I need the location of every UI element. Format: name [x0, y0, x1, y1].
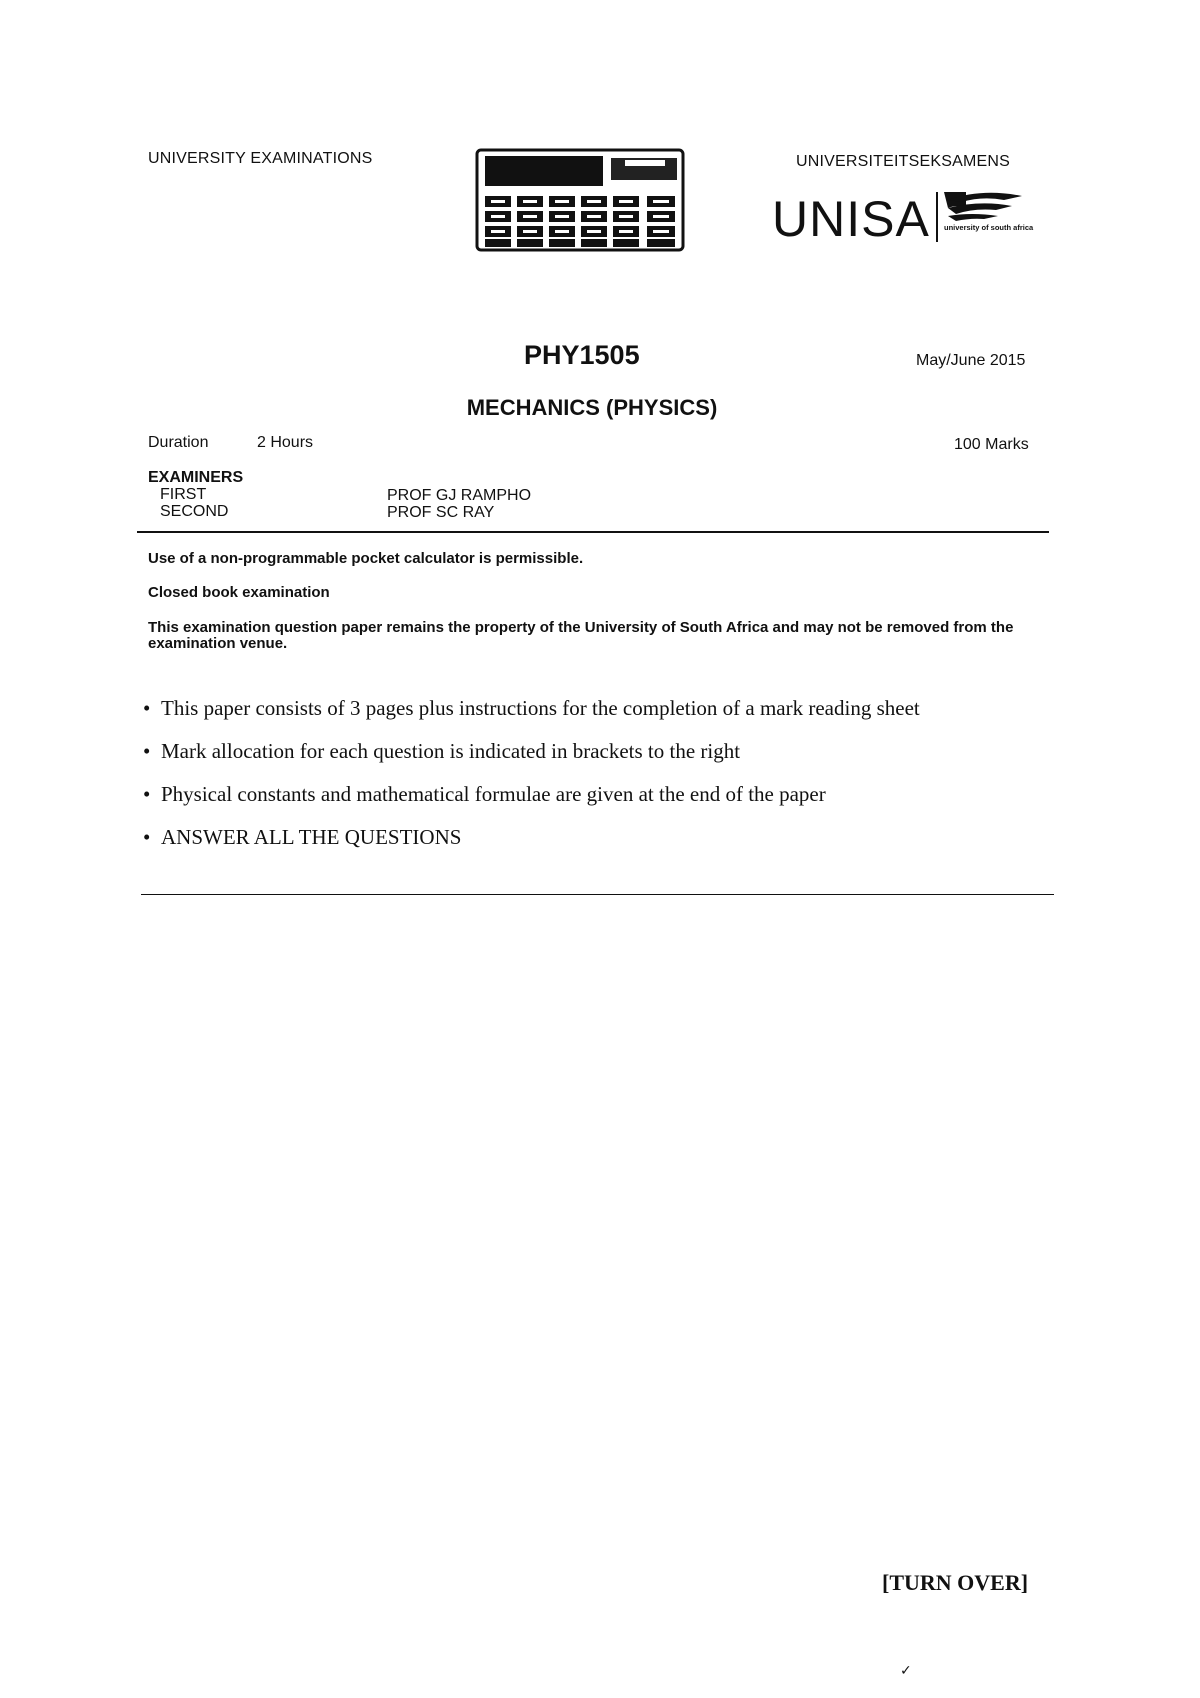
examiner-name-first: PROF GJ RAMPHO	[387, 487, 532, 504]
list-item	[143, 825, 920, 868]
examiner-role-first: FIRST	[160, 486, 207, 503]
tick-mark-icon: ✓	[900, 1662, 912, 1678]
examiner-name-second: PROF SC RAY	[387, 504, 495, 521]
property-note: This examination question paper remains the property of the University of South Africa and may not be removed from the examination venue.	[148, 619, 1014, 652]
header-divider	[137, 531, 1049, 533]
closed-book-note: Closed book examination	[148, 584, 330, 601]
header-universiteitseksamens: UNIVERSITEITSEKSAMENS	[796, 153, 1011, 170]
instruction-text: This paper consists of 3 pages plus instructions for the completion of a mark reading sheet	[161, 696, 920, 720]
bullet-icon: •	[143, 825, 151, 849]
instructions-divider	[141, 894, 1054, 895]
calculator-icon	[475, 148, 685, 252]
turn-over-label: [TURN OVER]	[882, 1570, 1029, 1595]
bullet-icon: •	[143, 696, 151, 720]
unisa-logo	[772, 186, 1034, 248]
unisa-wordmark: UNISA	[772, 191, 930, 247]
calculator-note: Use of a non-programmable pocket calculator is permissible.	[148, 550, 584, 567]
exam-date: May/June 2015	[916, 352, 1026, 369]
total-marks: 100 Marks	[954, 436, 1029, 453]
exam-title: MECHANICS (PHYSICS)	[466, 395, 718, 420]
examiners-heading: EXAMINERS	[148, 469, 244, 486]
list-item	[143, 739, 920, 782]
instruction-text: Physical constants and mathematical formulae are given at the end of the paper	[161, 782, 826, 806]
duration-label: Duration	[148, 434, 209, 451]
instruction-text: ANSWER ALL THE QUESTIONS	[161, 825, 462, 849]
duration-value: 2 Hours	[257, 434, 314, 451]
course-code: PHY1505	[524, 340, 640, 370]
list-item	[143, 696, 920, 739]
header-university-examinations: UNIVERSITY EXAMINATIONS	[148, 150, 373, 167]
examiner-role-second: SECOND	[160, 503, 229, 520]
bullet-icon: •	[143, 782, 151, 806]
bullet-icon: •	[143, 739, 151, 763]
instructions-list	[143, 696, 920, 868]
list-item	[143, 782, 920, 825]
instruction-text: Mark allocation for each question is indicated in brackets to the right	[161, 739, 741, 763]
unisa-tagline: university of south africa	[944, 223, 1034, 232]
